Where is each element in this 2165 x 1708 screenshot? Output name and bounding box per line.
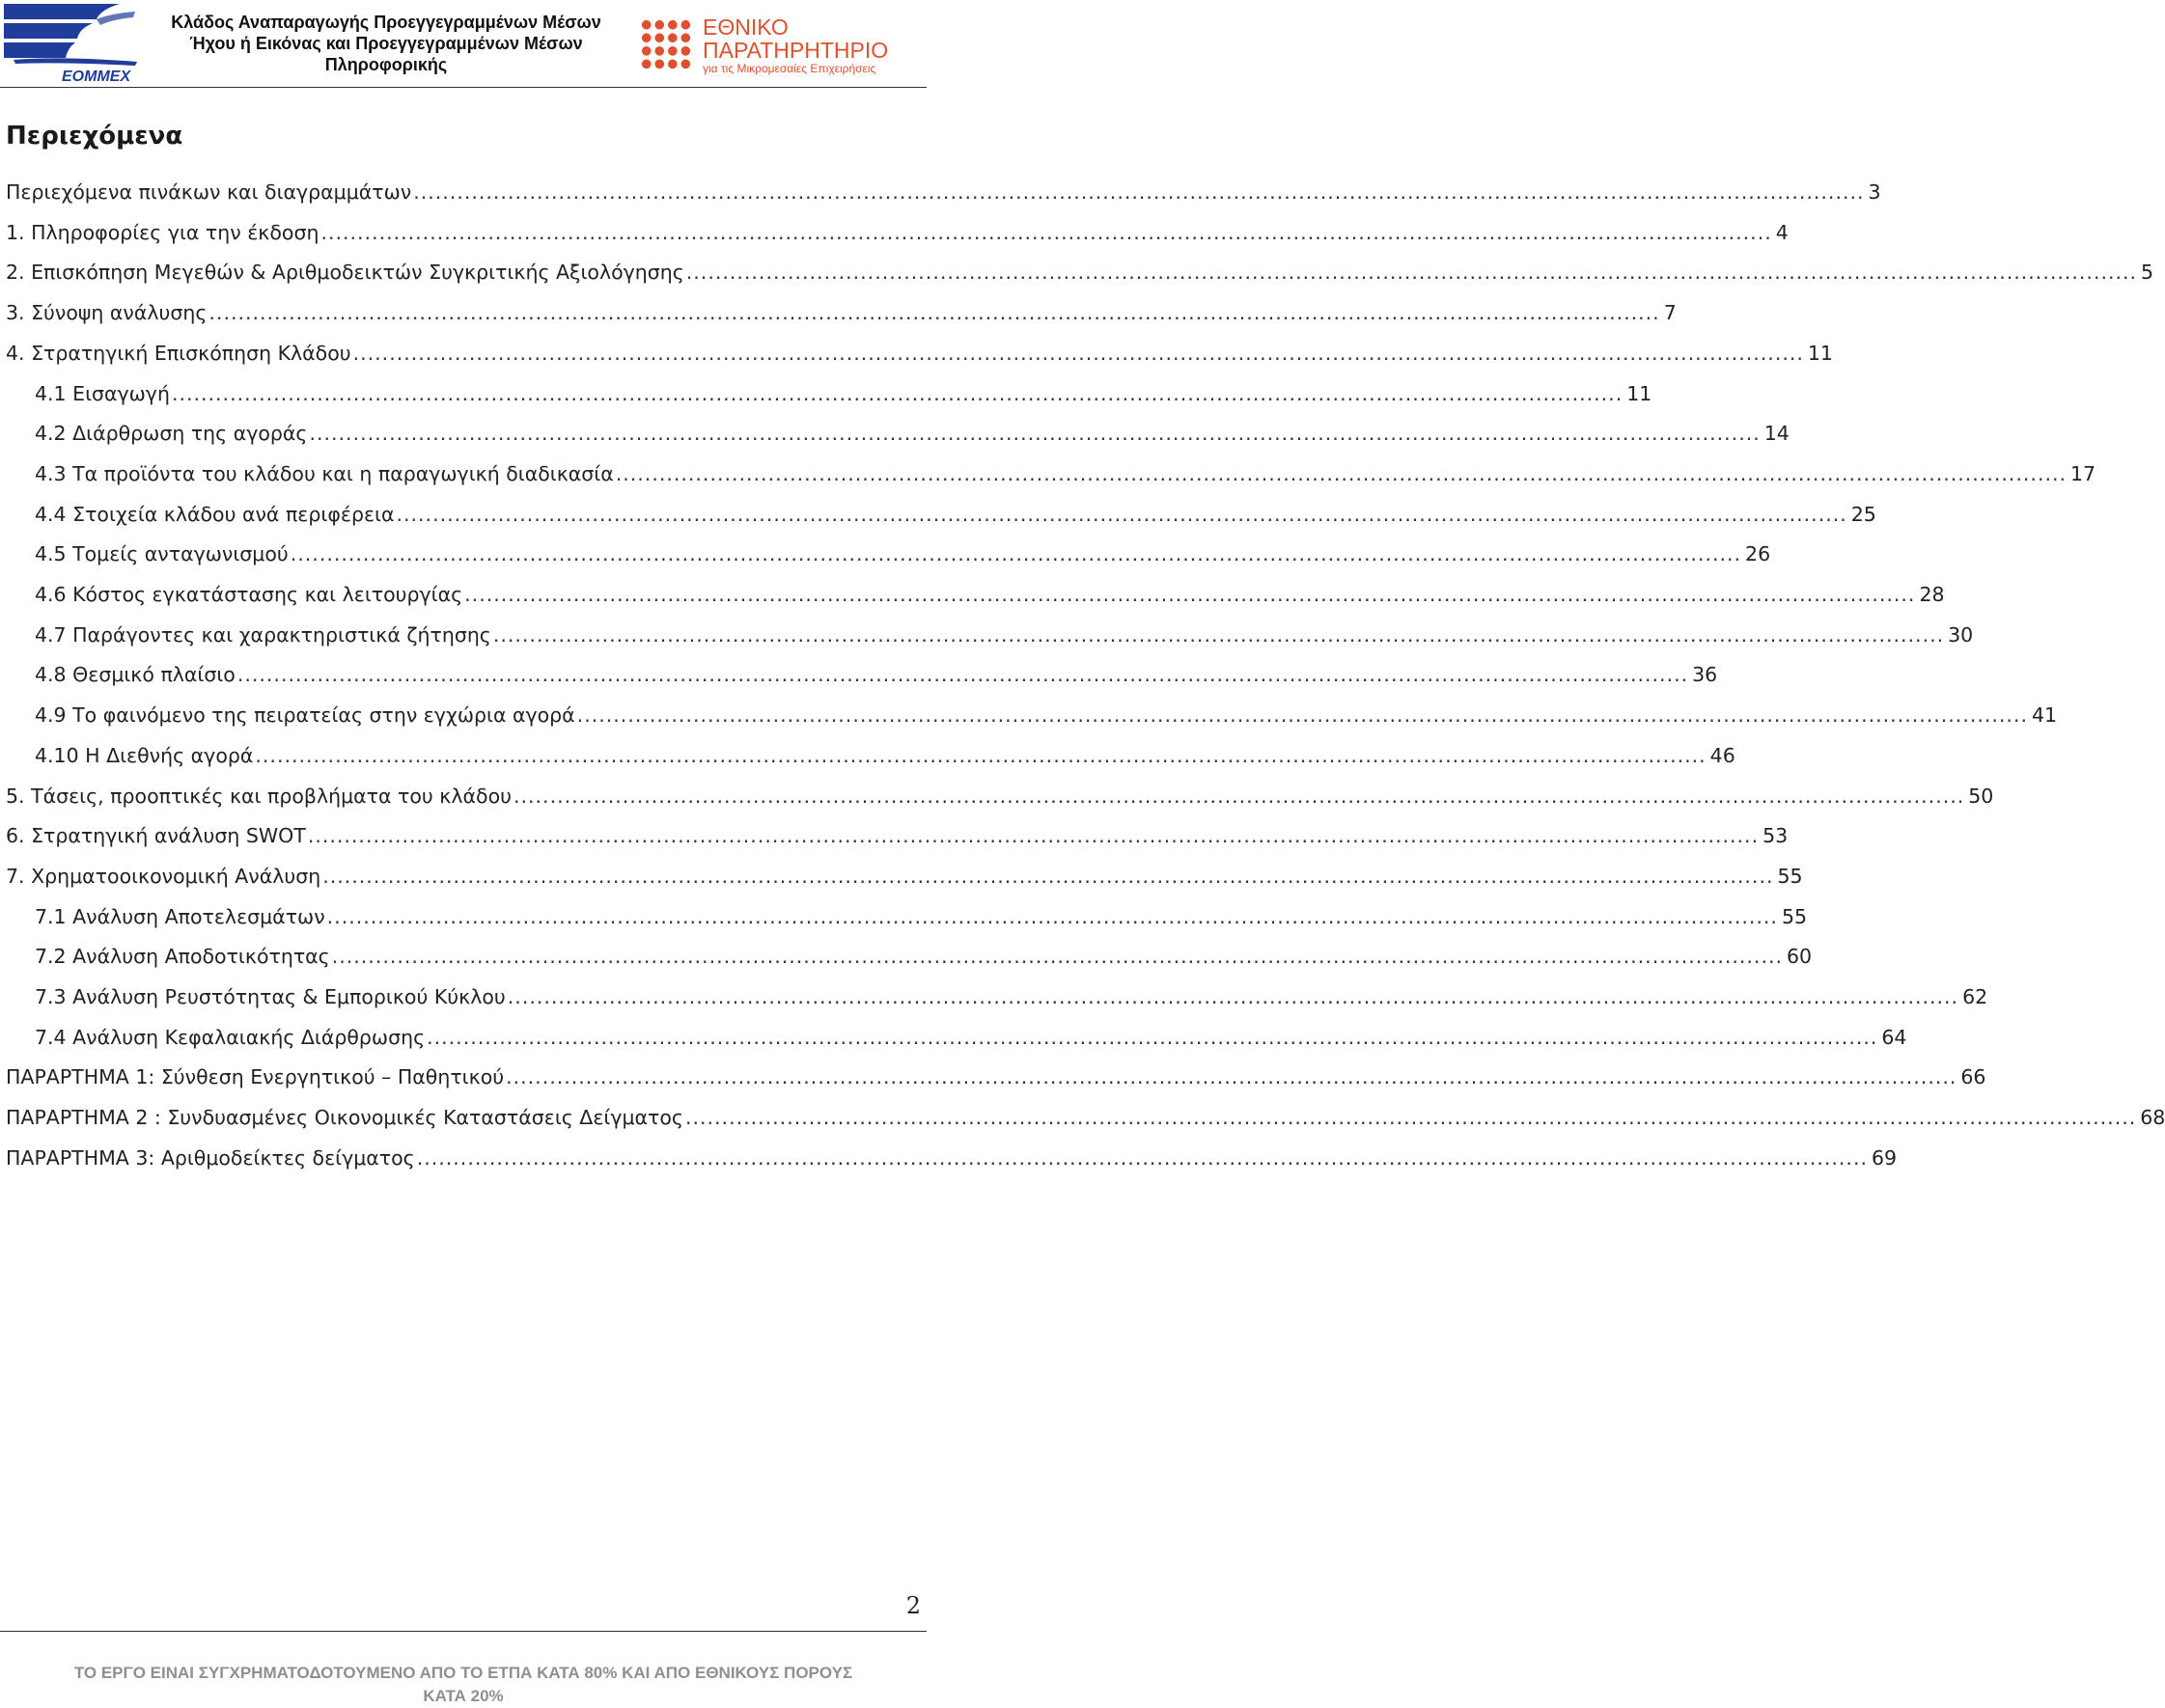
toc-entry-page: 66: [1960, 1065, 1986, 1089]
toc-dot-leader: ........................................................................................................................................................................................................: [615, 461, 2068, 485]
eommex-logo-icon: [4, 0, 139, 85]
toc-entry-label: 4.4 Στοιχεία κλάδου ανά περιφέρεια: [35, 502, 395, 526]
toc-entry-page: 17: [2070, 461, 2096, 485]
toc-entry-page: 60: [1787, 945, 1813, 969]
toc-entry[interactable]: [0, 461, 2096, 497]
toc-entry-label: 7.2 Ανάλυση Αποδοτικότητας: [35, 945, 330, 969]
toc-entry-label: 4.6 Κόστος εγκατάστασης και λειτουργίας: [35, 583, 463, 606]
toc-dot-leader: ........................................................................................................................................................................................................: [416, 1145, 1868, 1170]
toc-entry-label: 7. Χρηματοοικονομική Ανάλυση: [6, 864, 321, 888]
toc-dot-leader: ........................................................................................................................................................................................................: [236, 663, 1689, 687]
toc-entry-label: ΠΑΡΑΡΤΗΜΑ 3: Αριθμοδείκτες δείγματος: [6, 1145, 415, 1170]
toc-entry[interactable]: [0, 864, 1803, 899]
toc-entry-page: 7: [1663, 301, 1677, 325]
eommex-logo-text: ΕΟΜΜΕΧ: [62, 69, 131, 85]
toc-entry-page: 62: [1962, 985, 1988, 1008]
toc-entry-page: 50: [1968, 784, 1994, 808]
toc-entry-label: 5. Τάσεις, προοπτικές και προβλήματα του κλάδου: [6, 784, 512, 808]
toc-dot-leader: ........................................................................................................................................................................................................: [413, 180, 1865, 204]
toc-entry-page: 25: [1850, 502, 1876, 526]
toc-entry[interactable]: [0, 784, 1994, 819]
toc-entry-page: 28: [1919, 583, 1945, 606]
toc-entry-label: 4.7 Παράγοντες και χαρακτηριστικά ζήτησης: [35, 622, 491, 647]
toc-entry-label: 1. Πληροφορίες για την έκδοση: [6, 220, 319, 244]
toc-entry[interactable]: [0, 341, 1833, 376]
toc-entry[interactable]: [0, 985, 1988, 1020]
toc-entry-label: 4.9 Το φαινόμενο της πειρατείας στην εγχώρια αγορά: [35, 703, 575, 728]
toc-entry-label: 4.3 Τα προϊόντα του κλάδου και η παραγωγική διαδικασία: [35, 461, 614, 485]
toc-entry[interactable]: [0, 422, 1790, 456]
toc-entry[interactable]: [0, 945, 1813, 979]
toc-entry-page: 36: [1692, 663, 1718, 687]
toc-dot-leader: ........................................................................................................................................................................................................: [208, 301, 1660, 325]
toc-dot-leader: ........................................................................................................................................................................................................: [331, 945, 1783, 969]
toc-entry-label: 4.5 Τομείς ανταγωνισμού: [35, 542, 289, 566]
toc-dot-leader: ........................................................................................................................................................................................................: [326, 904, 1778, 928]
observatory-title: [703, 15, 888, 62]
toc-entry-page: 64: [1881, 1025, 1907, 1049]
toc-dot-leader: ........................................................................................................................................................................................................: [684, 1106, 2137, 1130]
header-line-2: Ήχου ή Εικόνας και Προεγγεγραμμένων Μέσων: [189, 34, 583, 53]
toc-entry-page: 53: [1763, 824, 1789, 848]
toc-entry-page: 30: [1948, 622, 1974, 647]
toc-entry-label: 4.1 Εισαγωγή: [35, 381, 170, 405]
toc-entry-label: 4. Στρατηγική Επισκόπηση Κλάδου: [6, 341, 351, 365]
toc-entry-page: 41: [2031, 703, 2058, 728]
toc-entry[interactable]: [0, 301, 1677, 336]
toc-entry-page: 55: [1777, 864, 1803, 888]
toc-entry-page: 68: [2140, 1106, 2165, 1130]
toc-dot-leader: ........................................................................................................................................................................................................: [507, 985, 1959, 1008]
footer-line-2: ΚΑΤΑ 20%: [423, 1687, 504, 1705]
footer-divider: [0, 1631, 927, 1632]
toc-entry[interactable]: [0, 220, 1789, 256]
toc-entry-label: 6. Στρατηγική ανάλυση SWOT: [6, 824, 306, 848]
toc-entry[interactable]: [0, 663, 1718, 698]
toc-dot-leader: ........................................................................................................................................................................................................: [576, 703, 2028, 728]
toc-entry[interactable]: [0, 743, 1735, 779]
toc-entry-label: ΠΑΡΑΡΤΗΜΑ 2 : Συνδυασμένες Οικονομικές Καταστάσεις Δείγματος: [6, 1106, 683, 1130]
toc-entry[interactable]: [0, 1145, 1898, 1181]
toc-entry-label: 4.10 Η Διεθνής αγορά: [35, 743, 254, 767]
toc-entry[interactable]: [0, 904, 1808, 940]
toc-entry-page: 4: [1775, 220, 1789, 244]
toc-entry[interactable]: [0, 583, 1945, 618]
toc-dot-leader: ........................................................................................................................................................................................................: [307, 824, 1760, 848]
footer-line-1: ΤΟ ΕΡΓΟ ΕΙΝΑΙ ΣΥΓΧΡΗΜΑΤΟΔΟΤΟΥΜΕΝΟ ΑΠΟ ΤΟ ΕΤΠΑ ΚΑΤΑ 80% ΚΑΙ ΑΠΟ ΕΘΝΙΚΟΥΣ ΠΟΡΟΥΣ: [73, 1664, 853, 1682]
observatory-title-line-2: ΠΑΡΑΤΗΡΗΤΗΡΙΟ: [703, 38, 889, 63]
header-line-1: Κλάδος Αναπαραγωγής Προεγγεγραμμένων Μέσων: [171, 13, 601, 32]
toc-entry-page: 11: [1626, 381, 1652, 405]
toc-dot-leader: ........................................................................................................................................................................................................: [320, 220, 1772, 244]
toc-dot-leader: ........................................................................................................................................................................................................: [396, 502, 1847, 526]
page-header: [0, 0, 927, 89]
toc-entry-page: 55: [1781, 904, 1808, 928]
toc-entry-label: ΠΑΡΑΡΤΗΜΑ 1: Σύνθεση Ενεργητικού – Παθητικού: [6, 1065, 505, 1089]
toc-entry-label: 3. Σύνοψη ανάλυσης: [6, 301, 208, 325]
toc-dot-leader: ........................................................................................................................................................................................................: [506, 1065, 1957, 1089]
toc-entry[interactable]: [0, 502, 1876, 537]
toc-entry-page: 14: [1763, 422, 1790, 446]
toc-dot-leader: ........................................................................................................................................................................................................: [322, 864, 1774, 888]
toc-entry-label: 7.1 Ανάλυση Αποτελεσμάτων: [35, 904, 325, 928]
observatory-logo: [639, 15, 925, 77]
page-footer: [0, 1662, 927, 1708]
observatory-logo-icon: [639, 17, 695, 73]
toc-entry-page: 11: [1807, 341, 1833, 365]
toc-dot-leader: ........................................................................................................................................................................................................: [427, 1025, 1878, 1049]
toc-entry-page: 5: [2141, 261, 2154, 285]
page-number: 2: [905, 1592, 921, 1619]
toc-dot-leader: ........................................................................................................................................................................................................: [492, 622, 1945, 647]
toc-entry[interactable]: [0, 542, 1771, 577]
toc-dot-leader: ........................................................................................................................................................................................................: [352, 341, 1804, 365]
toc-entry[interactable]: [0, 622, 1974, 658]
toc-entry[interactable]: [0, 1106, 2165, 1141]
header-title: [145, 12, 627, 75]
toc-entry-page: 69: [1871, 1145, 1898, 1170]
toc-entry-page: 46: [1709, 743, 1735, 767]
toc-entry-label: 4.8 Θεσμικό πλαίσιο: [35, 663, 236, 687]
toc-entry[interactable]: [0, 1065, 1986, 1100]
toc-dot-leader: ........................................................................................................................................................................................................: [685, 261, 2138, 285]
toc-dot-leader: ........................................................................................................................................................................................................: [255, 743, 1707, 767]
toc-entry-label: 4.2 Διάρθρωση της αγοράς: [35, 422, 308, 446]
toc-entry[interactable]: [0, 381, 1652, 417]
header-divider: [0, 87, 927, 88]
toc-entry[interactable]: [0, 703, 2058, 738]
toc-entry-page: 3: [1868, 180, 1881, 204]
header-line-3: Πληροφορικής: [324, 55, 448, 74]
toc-entry-label: Περιεχόμενα πινάκων και διαγραμμάτων: [6, 180, 412, 204]
toc-entry[interactable]: [0, 180, 1881, 215]
toc-dot-leader: ........................................................................................................................................................................................................: [290, 542, 1742, 566]
toc-dot-leader: ........................................................................................................................................................................................................: [464, 583, 1916, 606]
toc-dot-leader: ........................................................................................................................................................................................................: [309, 422, 1761, 446]
toc-entry-page: 26: [1745, 542, 1771, 566]
toc-dot-leader: ........................................................................................................................................................................................................: [513, 784, 1965, 808]
toc-entry-label: 7.4 Ανάλυση Κεφαλαιακής Διάρθρωσης: [35, 1025, 426, 1049]
toc-entry[interactable]: [0, 261, 2154, 295]
toc-entry-label: 2. Επισκόπηση Μεγεθών & Αριθμοδεικτών Συγκριτικής Αξιολόγησης: [6, 261, 684, 285]
toc-entry-label: 7.3 Ανάλυση Ρευστότητας & Εμπορικού Κύκλου: [35, 985, 506, 1008]
toc-dot-leader: ........................................................................................................................................................................................................: [171, 381, 1624, 405]
toc-entry[interactable]: [0, 1025, 1907, 1061]
observatory-title-line-1: ΕΘΝΙΚΟ: [703, 14, 789, 40]
observatory-subtitle: για τις Μικρομεσαίες Επιχειρήσεις: [703, 62, 876, 75]
toc-entry[interactable]: [0, 824, 1789, 859]
page-title: Περιεχόμενα: [6, 122, 183, 151]
